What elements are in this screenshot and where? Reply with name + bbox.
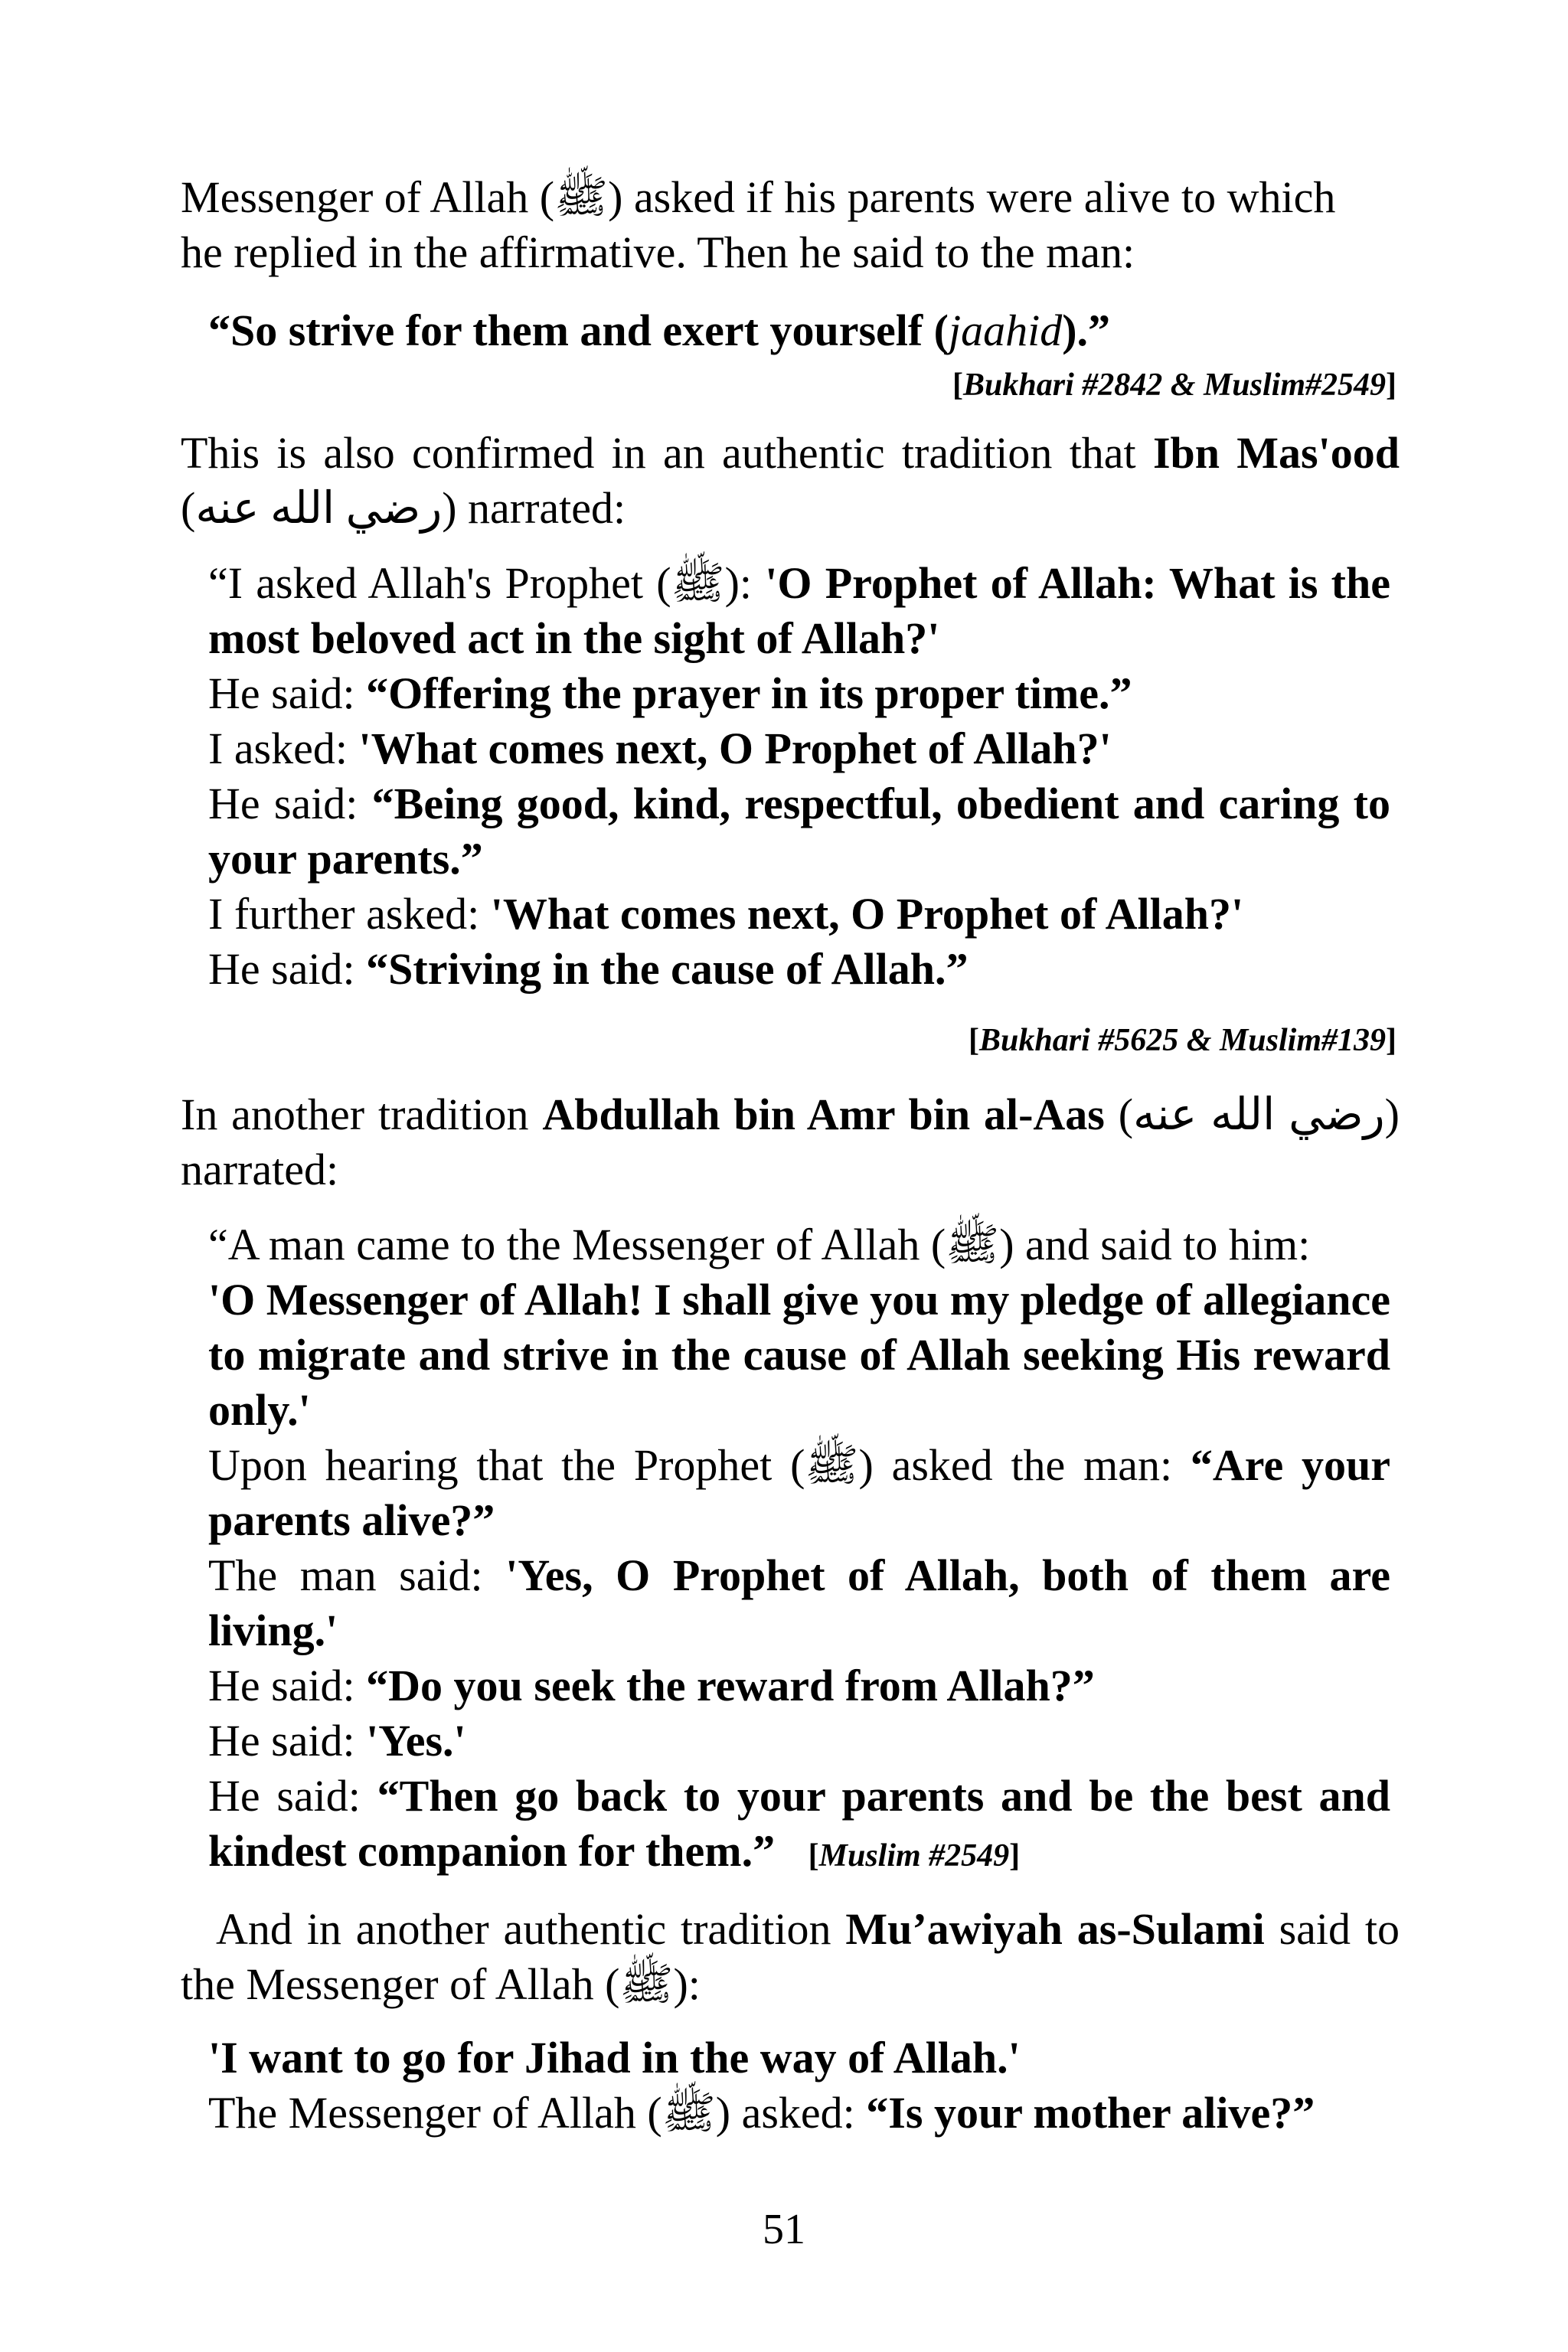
quote-bold: 'O Messenger of Allah! I shall give you my pledge of allegiance to migrate and strive in the cause of Allah seeking His reward only.' [208,1275,1390,1435]
paragraph-abdullah [181,1087,1400,1197]
paragraph-text: said to the Messenger of Allah (ﷺ): [181,1904,1400,2009]
paragraph-ibn-masood [181,426,1400,536]
quote-speaker: He said: [208,668,367,718]
ref-bracket: [ [808,1838,819,1873]
ref-bracket: [ [969,1023,980,1058]
reference-text: Bukhari #5625 & Muslim#139 [979,1023,1386,1058]
ref-bracket: ] [1386,368,1396,403]
quote-line [208,666,1390,721]
quote-speaker: “I asked Allah's Prophet (ﷺ): [208,558,766,608]
quote-speaker: He said: [208,1661,367,1710]
quote-line [208,1272,1390,1438]
quote-migration-pledge [208,1217,1390,1883]
quote-line [208,2086,1390,2141]
paragraph-line: he replied in the affirmative. Then he said to the man: [181,227,1135,277]
narrator-name: Mu’awiyah as-Sulami [845,1904,1265,1954]
quote-line [208,1658,1390,1713]
reference-bukhari-5625 [969,1021,1396,1060]
quote-bold: “Is your mother alive?” [866,2088,1315,2138]
quote-bold: 'Yes.' [366,1716,466,1766]
paragraph-text: (رضي الله عنه) narrated: [181,483,626,533]
quote-bold: “Striving in the cause of Allah.” [366,944,969,994]
quote-speaker: He said: [208,1716,367,1766]
quote-text: “So strive for them and exert yourself ( [208,305,949,355]
quote-speaker: He said: [208,944,367,994]
narrator-name: Ibn Mas'ood [1152,428,1400,478]
ref-bracket: ] [1386,1023,1396,1058]
quote-bold: “Being good, kind, respectful, obedient and caring to your parents.” [208,779,1390,884]
paragraph-text: This is also confirmed in an authentic tradition that [181,428,1153,478]
quote-bold: 'Yes, O Prophet of Allah, both of them are living.' [208,1550,1390,1655]
quote-line [208,942,1390,997]
reference-text: Bukhari #2842 & Muslim#2549 [963,368,1386,403]
paragraph-text: In another tradition [181,1089,543,1139]
quote-strive [208,303,1390,358]
quote-bold: 'I want to go for Jihad in the way of Allah.' [208,2033,1021,2082]
paragraph-line: Messenger of Allah (ﷺ) asked if his parents were alive to which [181,172,1336,222]
quote-speaker: I asked: [208,724,359,773]
reference-bukhari-2842 [952,366,1396,404]
quote-line [208,1769,1390,1883]
quote-bold: “Offering the prayer in its proper time.” [366,668,1132,718]
quote-line [208,776,1390,887]
quote-speaker: I further asked: [208,889,491,939]
quote-speaker: He said: [208,1771,377,1821]
narrator-name: Abdullah bin Amr bin al-Aas [542,1089,1105,1139]
page-number: 51 [763,2206,805,2253]
quote-line [208,887,1390,942]
quote-speaker: The man said: [208,1550,506,1600]
quote-jihad [208,2030,1390,2141]
quote-line [208,1438,1390,1548]
quote-bold: 'O Prophet of Allah: What is the most beloved act in the sight of Allah?' [208,558,1390,663]
reference-muslim-2549 [808,1838,1021,1873]
ref-bracket: [ [952,368,964,403]
quote-line [208,556,1390,666]
quote-line [208,2030,1390,2086]
quote-bold: “Do you seek the reward from Allah?” [366,1661,1095,1710]
paragraph-intro [181,170,1400,280]
quote-line [208,721,1390,776]
quote-speaker: The Messenger of Allah (ﷺ) asked: [208,2088,867,2138]
ref-bracket: ] [1009,1838,1021,1873]
quote-speaker: Upon hearing that the Prophet (ﷺ) asked the man: [208,1440,1191,1490]
quote-bold: 'What comes next, O Prophet of Allah?' [490,889,1244,939]
quote-bold: “Then go back to your parents and be the best and kindest companion for them.” [208,1771,1391,1876]
quote-line [208,1713,1390,1769]
paragraph-muawiyah [181,1902,1400,2012]
quote-speaker: He said: [208,779,372,828]
paragraph-text: (رضي الله عنه) narrated: [181,1089,1400,1194]
quote-line [208,1548,1390,1658]
quote-italic-term: jaahid [949,305,1063,355]
paragraph-text: And in another authentic tradition [216,1904,846,1954]
quote-line: “A man came to the Messenger of Allah (ﷺ) and said to him: [208,1220,1311,1269]
reference-text: Muslim #2549 [818,1838,1010,1873]
quote-bold: “Are your parents alive?” [208,1440,1391,1545]
quote-text-end: ).” [1062,305,1111,355]
quote-bold: 'What comes next, O Prophet of Allah?' [358,724,1112,773]
quote-beloved-act [208,556,1390,997]
